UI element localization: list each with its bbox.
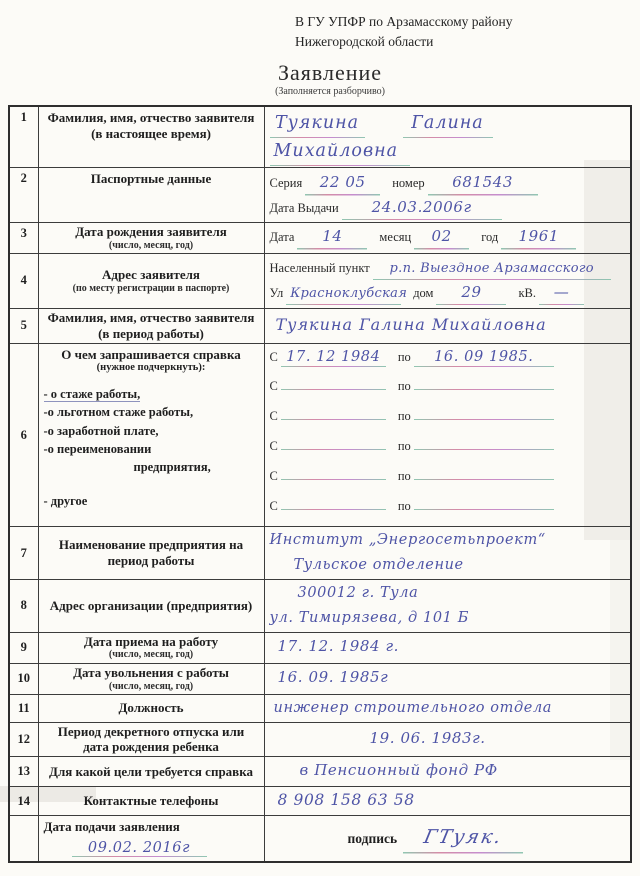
row-value — [264, 308, 631, 343]
option-renaming-cont: предприятия, — [133, 459, 211, 474]
row-value — [264, 343, 631, 527]
row-label-sub: (число, месяц, год) — [108, 649, 194, 661]
period-line: С по — [270, 406, 626, 427]
row-label-sub: (число, месяц, год) — [108, 680, 194, 692]
row-number: 13 — [9, 757, 38, 787]
row-label-sub: (по месту регистрации в паспорте) — [72, 282, 230, 294]
row-value — [264, 527, 631, 580]
application-table — [8, 105, 632, 863]
series-label: Серия — [269, 176, 303, 191]
company-branch-handwriting: Тульское отделение — [293, 557, 464, 574]
row-label — [38, 253, 264, 308]
row-value — [264, 106, 631, 168]
addressee-line2: Нижегородской области — [295, 34, 434, 50]
row-label — [38, 816, 264, 862]
period-from-handwriting — [281, 509, 386, 510]
row-value — [264, 253, 631, 308]
row-company-address — [9, 580, 631, 633]
fio-work-period-handwriting: Туякина Галина Михайловна — [275, 314, 547, 334]
option-renaming: -о переименовании — [43, 441, 152, 456]
period-to-handwriting — [414, 509, 554, 510]
row-label-sub: (число, месяц, год) — [108, 239, 194, 251]
row-value — [264, 168, 631, 223]
street-handwriting: Красноклубская — [286, 284, 401, 305]
submission-date-handwriting: 09.02. 2016г — [72, 840, 207, 857]
option-preferential-record: -о льготном стаже работы, — [43, 405, 194, 420]
row-fio-work-period — [9, 308, 631, 343]
row-certificate-purpose — [9, 757, 631, 787]
row-label: Паспортные данные — [38, 168, 264, 223]
row-value — [264, 694, 631, 722]
company-name-handwriting: Институт „Энергосетьпроект“ — [269, 532, 546, 549]
row-number: 11 — [9, 694, 38, 722]
year-label: год — [481, 230, 499, 245]
phone-handwriting: 8 908 158 63 58 — [277, 791, 415, 810]
row-address — [9, 253, 631, 308]
submission-date-label: Дата подачи заявления — [43, 819, 180, 835]
row-number — [9, 816, 38, 862]
period-line: С по — [270, 466, 626, 487]
row-label: Адрес организации (предприятия) — [38, 580, 264, 633]
row-value — [264, 722, 631, 757]
row-label — [38, 632, 264, 663]
row-dismissal-date — [9, 663, 631, 694]
row-value — [264, 222, 631, 253]
period-line: С по — [270, 496, 626, 517]
period-from-handwriting — [281, 449, 386, 450]
row-number: 12 — [9, 722, 38, 757]
addressee-line1: В ГУ УПФР по Арзамасскому району — [295, 14, 513, 29]
birth-day-handwriting: 14 — [297, 225, 367, 249]
row-label: Фамилия, имя, отчество заявителя (в настоящее время) — [38, 106, 264, 168]
row-label: Наименование предприятия на период работы — [38, 527, 264, 580]
birth-year-handwriting: 1961 — [501, 225, 576, 249]
row-submission — [9, 816, 631, 862]
row-label — [38, 222, 264, 253]
period-line: С по — [270, 376, 626, 397]
row-number: 2 — [9, 168, 38, 223]
row-label: Должность — [38, 694, 264, 722]
period-from-handwriting: 17. 12 1984 — [281, 348, 386, 368]
row-number: 8 — [9, 580, 38, 633]
hire-date-handwriting: 17. 12. 1984 г. — [277, 637, 400, 656]
dismissal-date-handwriting: 16. 09. 1985г — [277, 668, 389, 687]
row-passport — [9, 168, 631, 223]
month-label: месяц — [379, 230, 412, 245]
row-value — [264, 757, 631, 787]
surname-handwriting: Туякина — [270, 110, 365, 138]
row-number: 7 — [9, 527, 38, 580]
birth-month-handwriting: 02 — [414, 225, 469, 249]
child-birthdate-handwriting: 19. 06. 1983г. — [369, 728, 486, 747]
row-label-main: Адрес заявителя — [102, 266, 200, 282]
row-value — [264, 580, 631, 633]
row-label: Фамилия, имя, отчество заявителя (в период работы) — [38, 308, 264, 343]
row-number: 5 — [9, 308, 38, 343]
apartment-label: кВ. — [518, 285, 537, 300]
row-label-main: Дата рождения заявителя — [75, 223, 227, 239]
passport-series-handwriting: 22 05 — [305, 171, 380, 195]
request-note: (нужное подчеркнуть): — [96, 362, 206, 374]
settlement-handwriting: р.п. Выездное Арзамасского — [373, 259, 611, 280]
row-position — [9, 694, 631, 722]
position-handwriting: инженер строительного отдела — [273, 699, 553, 716]
period-from-handwriting — [281, 479, 386, 480]
addressee — [295, 12, 630, 53]
row-number: 6 — [9, 343, 38, 527]
row-fio-current — [9, 106, 631, 168]
period-from-handwriting — [281, 419, 386, 420]
row-label — [38, 343, 264, 527]
period-to-handwriting: 16. 09 1985. — [414, 348, 554, 368]
row-hire-date — [9, 632, 631, 663]
row-number: 9 — [9, 632, 38, 663]
period-line: С по — [270, 436, 626, 457]
row-number: 10 — [9, 663, 38, 694]
signature: ГТуяк. — [403, 823, 523, 853]
period-line: С 17. 12 1984 по 16. 09 1985. — [270, 347, 626, 368]
form-subtitle: (Заполняется разборчиво) — [275, 86, 385, 97]
row-number: 3 — [9, 222, 38, 253]
street-label: Ул — [269, 285, 284, 300]
row-number: 14 — [9, 787, 38, 816]
row-value — [264, 632, 631, 663]
option-salary: -о заработной плате, — [43, 423, 159, 438]
option-work-record: - о стаже работы, — [43, 387, 141, 402]
period-to-handwriting — [414, 479, 554, 480]
row-label: Для какой цели требуется справка — [38, 757, 264, 787]
passport-issue-date-handwriting: 24.03.2006г — [342, 196, 502, 220]
period-to-handwriting — [414, 449, 554, 450]
row-value — [264, 787, 631, 816]
firstname-handwriting: Галина — [403, 110, 493, 138]
issue-date-label: Дата Выдачи — [269, 201, 339, 216]
row-birthdate — [9, 222, 631, 253]
company-street-handwriting: ул. Тимирязева, д 101 Б — [269, 609, 469, 626]
row-value — [264, 663, 631, 694]
row-number: 4 — [9, 253, 38, 308]
option-other: - другое — [43, 493, 88, 508]
day-label: Дата — [269, 230, 295, 245]
row-label-main: Дата приема на работу — [83, 633, 219, 649]
settlement-label: Населенный пункт — [269, 261, 370, 276]
row-maternity-leave — [9, 722, 631, 757]
row-label-main: Дата увольнения с работы — [73, 664, 229, 680]
period-to-handwriting — [414, 389, 554, 390]
house-handwriting: 29 — [436, 281, 506, 305]
apartment-handwriting: — — [539, 281, 584, 305]
row-company-name — [9, 527, 631, 580]
house-label: дом — [413, 285, 434, 300]
row-label: Период декретного отпуска или дата рождения ребенка — [38, 722, 264, 757]
form-title: Заявление — [277, 60, 383, 85]
row-number: 1 — [9, 106, 38, 168]
patronymic-handwriting: Михайловна — [270, 138, 410, 166]
row-contact-phones — [9, 787, 631, 816]
period-to-handwriting — [414, 419, 554, 420]
row-label: Контактные телефоны — [38, 787, 264, 816]
row-certificate-request — [9, 343, 631, 527]
period-from-handwriting — [281, 389, 386, 390]
number-label: номер — [392, 176, 425, 191]
row-label — [38, 663, 264, 694]
signature-label: подпись — [347, 831, 398, 847]
passport-number-handwriting: 681543 — [428, 171, 538, 195]
row-value — [264, 816, 631, 862]
company-city-handwriting: 300012 г. Тула — [297, 585, 419, 602]
request-title: О чем запрашивается справка — [61, 346, 241, 362]
purpose-handwriting: в Пенсионный фонд РФ — [299, 761, 498, 780]
